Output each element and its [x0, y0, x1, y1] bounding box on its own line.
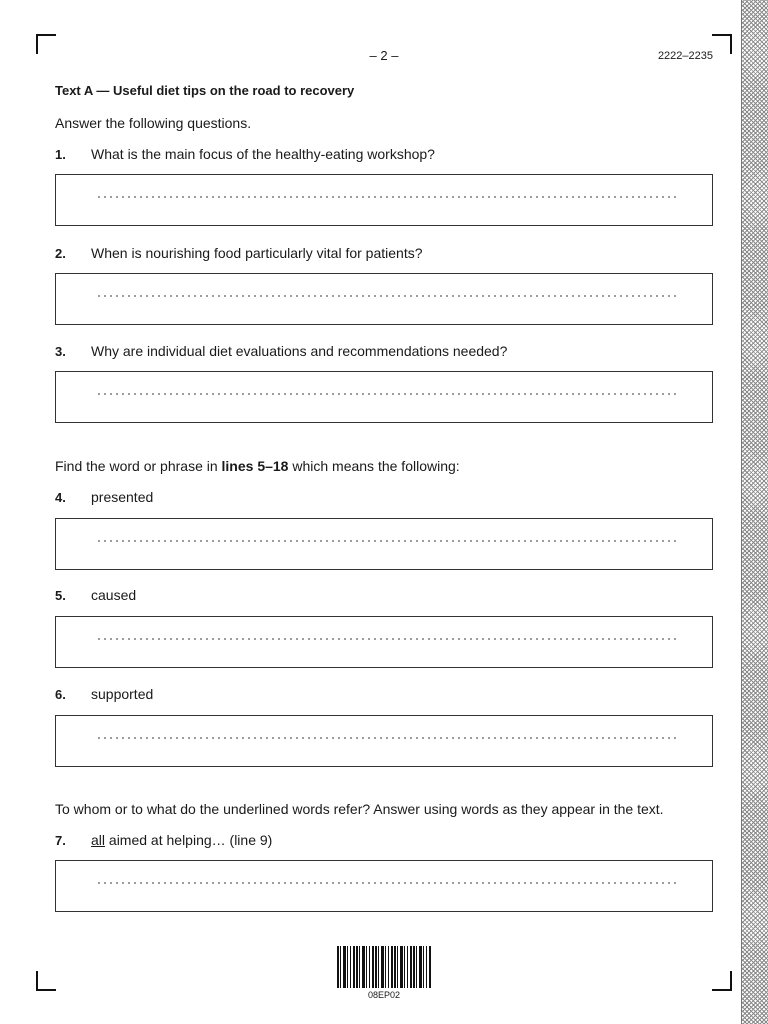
question-7-number: 7. — [55, 833, 66, 848]
crop-mark-bottom-left — [36, 971, 56, 991]
question-5-text: caused — [91, 587, 137, 603]
section-title: Text A — Useful diet tips on the road to recovery — [55, 83, 355, 98]
question-6-text: supported — [91, 686, 154, 702]
answer-box-2[interactable] — [55, 273, 713, 325]
barcode-text: 08EP02 — [367, 990, 401, 1000]
question-5-number: 5. — [55, 588, 66, 603]
question-7-text — [91, 832, 272, 848]
instruction-find-word-end: which means the following: — [288, 458, 460, 474]
dotted-answer-line — [96, 196, 676, 198]
question-2-text: When is nourishing food particularly vital for patients? — [91, 245, 423, 261]
answer-box-4[interactable] — [55, 518, 713, 570]
question-1-text: What is the main focus of the healthy-eating workshop? — [91, 146, 435, 162]
answer-box-1[interactable] — [55, 174, 713, 226]
question-7-rest: aimed at helping… (line 9) — [105, 832, 273, 848]
dotted-answer-line — [96, 393, 676, 395]
answer-box-5[interactable] — [55, 616, 713, 668]
dotted-answer-line — [96, 540, 676, 542]
page-number: – 2 – — [369, 48, 399, 63]
dotted-answer-line — [96, 295, 676, 297]
instruction-underlined-words: To whom or to what do the underlined words refer? Answer using words as they appear in the text. — [55, 801, 664, 817]
dotted-answer-line — [96, 638, 676, 640]
instruction-line-range: lines 5–18 — [221, 458, 289, 474]
question-3-text: Why are individual diet evaluations and recommendations needed? — [91, 343, 508, 359]
answer-box-6[interactable] — [55, 715, 713, 767]
question-1-number: 1. — [55, 147, 66, 162]
dotted-answer-line — [96, 737, 676, 739]
crop-mark-bottom-right — [712, 971, 732, 991]
instruction-find-word — [55, 458, 460, 474]
question-4-text: presented — [91, 489, 154, 505]
question-2-number: 2. — [55, 246, 66, 261]
instruction-find-word-start: Find the word or phrase in — [55, 458, 222, 474]
answer-box-7[interactable] — [55, 860, 713, 912]
answer-box-3[interactable] — [55, 371, 713, 423]
question-3-number: 3. — [55, 344, 66, 359]
margin-hatch-strip — [741, 0, 768, 1024]
document-code: 2222–2235 — [657, 50, 713, 62]
dotted-answer-line — [96, 882, 676, 884]
instruction-answer-questions: Answer the following questions. — [55, 115, 252, 131]
barcode — [337, 946, 431, 988]
question-6-number: 6. — [55, 687, 66, 702]
underlined-word: all — [91, 832, 106, 848]
question-4-number: 4. — [55, 490, 66, 505]
